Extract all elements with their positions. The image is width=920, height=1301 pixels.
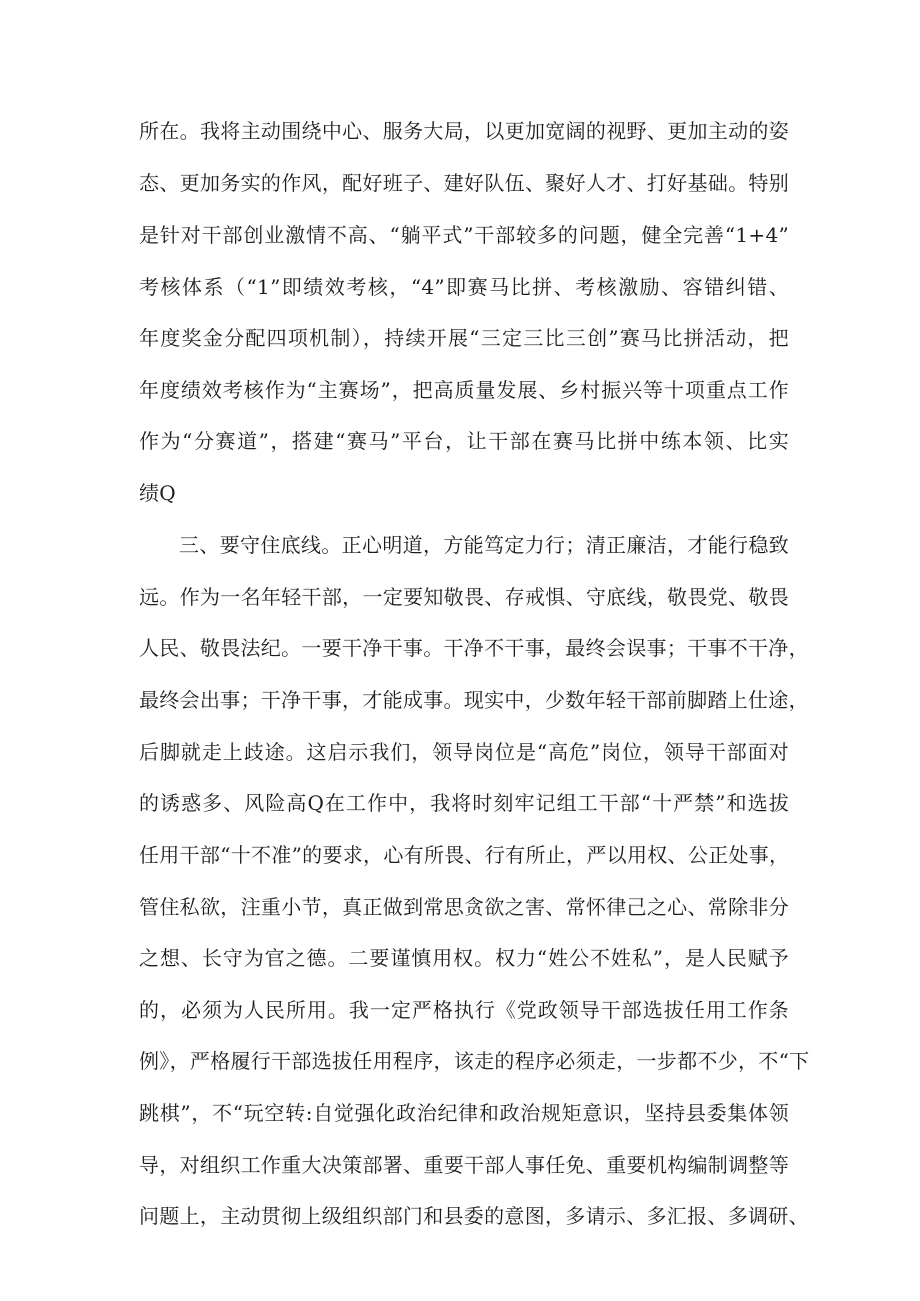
text-line: 人民、敬畏法纪。一要干净干事。干净不干事，最终会误事；干事不干净， [139,636,809,660]
text-line: 后脚就走上歧途。这启示我们，领导岗位是“高危”岗位，领导干部面对 [139,740,789,764]
text-line: 年度绩效考核作为“主赛场”，把高质量发展、乡村振兴等十项重点工作 [139,378,789,402]
text-line: 作为“分赛道”，搭建“赛马”平台，让干部在赛马比拼中练本领、比实 [139,429,789,453]
text-line: 任用干部“十不准”的要求，心有所畏、行有所止，严以用权、公正处事， [139,843,790,867]
text-line: 跳棋”，不“玩空转:自觉强化政治纪律和政治规矩意识，坚持县委集体领 [139,1101,789,1125]
text-line: 的，必须为人民所用。我一定严格执行《党政领导干部选拔任用工作条 [139,998,789,1022]
text-line: 的诱惑多、风险高Q在工作中，我将时刻牢记组工干部“十严禁”和选拔 [139,791,789,815]
text-line: 态、更加务实的作风，配好班子、建好队伍、聚好人才、打好基础。特别 [139,171,789,195]
text-line: 是针对干部创业激情不高、“躺平式”干部较多的问题，健全完善“1+4” [139,223,789,247]
text-line: 问题上，主动贯彻上级组织部门和县委的意图，多请示、多汇报、多调研、 [139,1204,809,1228]
text-line: 所在。我将主动围绕中心、服务大局，以更加宽阔的视野、更加主动的姿 [139,119,789,143]
text-line: 年度奖金分配四项机制），持续开展“三定三比三创”赛马比拼活动，把 [139,326,789,350]
paragraph-heading-line: 三、要守住底线。正心明道，方能笃定力行；清正廉洁，才能行稳致 [179,533,789,557]
text-line: 绩Q [139,481,176,505]
text-line: 考核体系（“1”即绩效考核，“4”即赛马比拼、考核激励、容错纠错、 [139,275,789,299]
text-line: 最终会出事；干净干事，才能成事。现实中，少数年轻干部前脚踏上仕途， [139,688,809,712]
text-line: 导，对组织工作重大决策部署、重要干部人事任免、重要机构编制调整等 [139,1153,789,1177]
text-line: 管住私欲，注重小节，真正做到常思贪欲之害、常怀律己之心、常除非分 [139,895,789,919]
text-line: 例》，严格履行干部选拔任用程序，该走的程序必须走，一步都不少，不“下 [139,1049,810,1073]
text-line: 远。作为一名年轻干部，一定要知敬畏、存戒惧、守底线，敬畏党、敬畏 [139,585,789,609]
text-line: 之想、长守为官之德。二要谨慎用权。权力“姓公不姓私”，是人民赋予 [139,946,789,970]
